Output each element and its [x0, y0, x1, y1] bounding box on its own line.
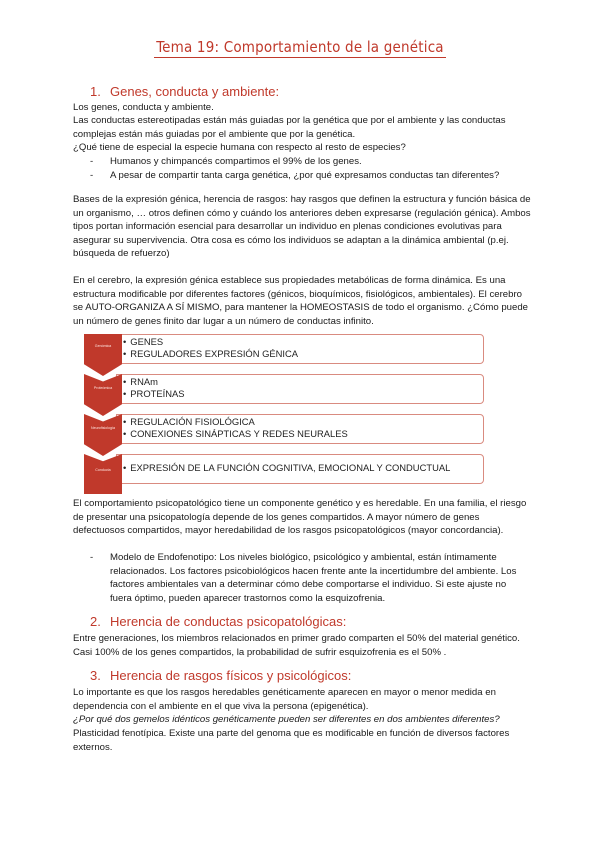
diagram-chevron — [84, 414, 122, 456]
diagram-item: • REGULADORES EXPRESIÓN GÉNICA — [123, 348, 483, 360]
s1-intro-1: Los genes, conducta y ambiente. — [73, 102, 214, 113]
diagram-stage-label: Proteómica — [93, 386, 113, 390]
section-2-heading — [90, 614, 346, 629]
list-item — [90, 551, 530, 605]
s3-text-1: Lo importante es que los rasgos heredables genéticamente aparecen en mayor o menor medida en dependencia con el ambiente en el que viva la persona (epigenética). — [73, 687, 496, 712]
s1-endofenotipo-list — [90, 551, 530, 605]
diagram-box — [116, 414, 484, 444]
s3-text-2: Plasticidad fenotípica. Existe una parte del genoma que es modificable en función de diversos factores externos. — [73, 728, 510, 753]
section-2-number: 2. — [90, 614, 101, 629]
s1-bullet-2: A pesar de compartir tanta carga genética, ¿por qué expresamos conductas tan diferentes? — [110, 169, 500, 181]
diagram-chevron — [84, 374, 122, 416]
section-2-title: Herencia de conductas psicopatológicas: — [110, 614, 347, 629]
list-item — [90, 169, 530, 183]
s1-bullet-1: Humanos y chimpancés compartimos el 99% de los genes. — [110, 156, 362, 167]
diagram-item: • PROTEÍNAS — [123, 388, 483, 400]
diagram-item: • REGULACIÓN FISIOLÓGICA — [123, 416, 483, 428]
s1-para-cerebro: En el cerebro, la expresión génica establece sus propiedades metabólicas de forma dinámica. Es una estructura modificable por diferentes factores (génicos, bioquímicos, fisiológicos, ambientales). El cerebro se AUTO-ORGANIZA A SÍ MISMO, para mantener la HOMEOSTASIS de todo el organismo. ¿Cómo puede un número de genes finito dar lugar a un número de conductas infinito. — [73, 275, 528, 327]
diagram-row-proteomica — [84, 374, 484, 404]
page-title: Tema 19: Comportamiento de la genética — [156, 38, 444, 56]
title-wrap — [0, 38, 600, 58]
s1-question: ¿Qué tiene de especial la especie humana con respecto al resto de especies? — [73, 142, 406, 153]
section-1-heading — [90, 84, 279, 99]
list-item — [90, 155, 530, 169]
bullet-dash: - — [90, 552, 94, 563]
diagram-item: • EXPRESIÓN DE LA FUNCIÓN COGNITIVA, EMOCIONAL Y CONDUCTUAL — [123, 462, 483, 474]
s2-text: Entre generaciones, los miembros relacionados en primer grado comparten el 50% del material genético. Casi 100% de los genes compartidos, la probabilidad de sufrir esquizofrenia es el 50% . — [73, 633, 520, 658]
bullet-dash: - — [90, 156, 94, 167]
diagram-item: • RNAm — [123, 376, 483, 388]
section-1-number: 1. — [90, 84, 101, 99]
s1-para-bases: Bases de la expresión génica, herencia de rasgos: hay rasgos que definen la estructura y función básica de un organismo, … otros definen cómo y cuándo los anteriores deben expresarse (regulación génica). Ambos tipos portan información esencial para desarrollar un individuo en plenas condiciones evolutivas para asegurar su supervivencia. Otra cosa es cómo los individuos se adaptan a la dinámica ambiental (p.ej. búsqueda de refuerzo) — [73, 194, 531, 260]
section-3-title: Herencia de rasgos físicos y psicológicos: — [110, 668, 352, 683]
s1-bullet-endofenotipo: Modelo de Endofenotipo: Los niveles biológico, psicológico y ambiental, están íntimamente relacionados. Los factores psicobiológicos hacen frente ante la incertidumbre del ambiente. Los factores ambientales van a determinar cómo debe comportarse el individuo. Si este ajuste no fuera óptimo, pueden aparecer trastornos como la esquizofrenia. — [110, 552, 517, 604]
section-1-title: Genes, conducta y ambiente: — [110, 84, 280, 99]
s1-para-psico: El comportamiento psicopatológico tiene un componente genético y es heredable. En una familia, el riesgo de presentar una psicopatología depende de los genes compartidos. A mayor número de genes defectuosos compartidos, mayor heredabilidad de los rasgos psicopatológicos (mayor concordancia). — [73, 498, 527, 537]
diagram-box — [116, 374, 484, 404]
diagram-stage-label: Neurofisiología — [91, 426, 115, 430]
section-3-heading — [90, 668, 351, 683]
s3-question: ¿Por qué dos gemelos idénticos genéticamente pueden ser diferentes en dos ambientes diferentes? — [73, 714, 500, 725]
diagram-stage-label: Conducta — [95, 468, 111, 472]
diagram-chevron — [84, 334, 122, 376]
s1-bullet-list — [90, 155, 530, 182]
expression-diagram — [84, 334, 484, 494]
diagram-stage-label: Genómica — [94, 344, 112, 348]
section-3-number: 3. — [90, 668, 101, 683]
diagram-box — [116, 334, 484, 364]
s1-intro-2: Las conductas estereotipadas están más guiadas por la genética que por el ambiente y las conductas complejas están más guiadas por el ambiente que por la genética. — [73, 115, 506, 140]
diagram-item: • CONEXIONES SINÁPTICAS Y REDES NEURALES — [123, 428, 483, 440]
bullet-dash: - — [90, 169, 94, 181]
diagram-item: • GENES — [123, 336, 483, 348]
diagram-row-conducta — [84, 454, 484, 484]
diagram-chevron — [84, 454, 122, 494]
diagram-row-neurofisiologia — [84, 414, 484, 444]
diagram-row-genomica — [84, 334, 484, 364]
diagram-box — [116, 454, 484, 484]
